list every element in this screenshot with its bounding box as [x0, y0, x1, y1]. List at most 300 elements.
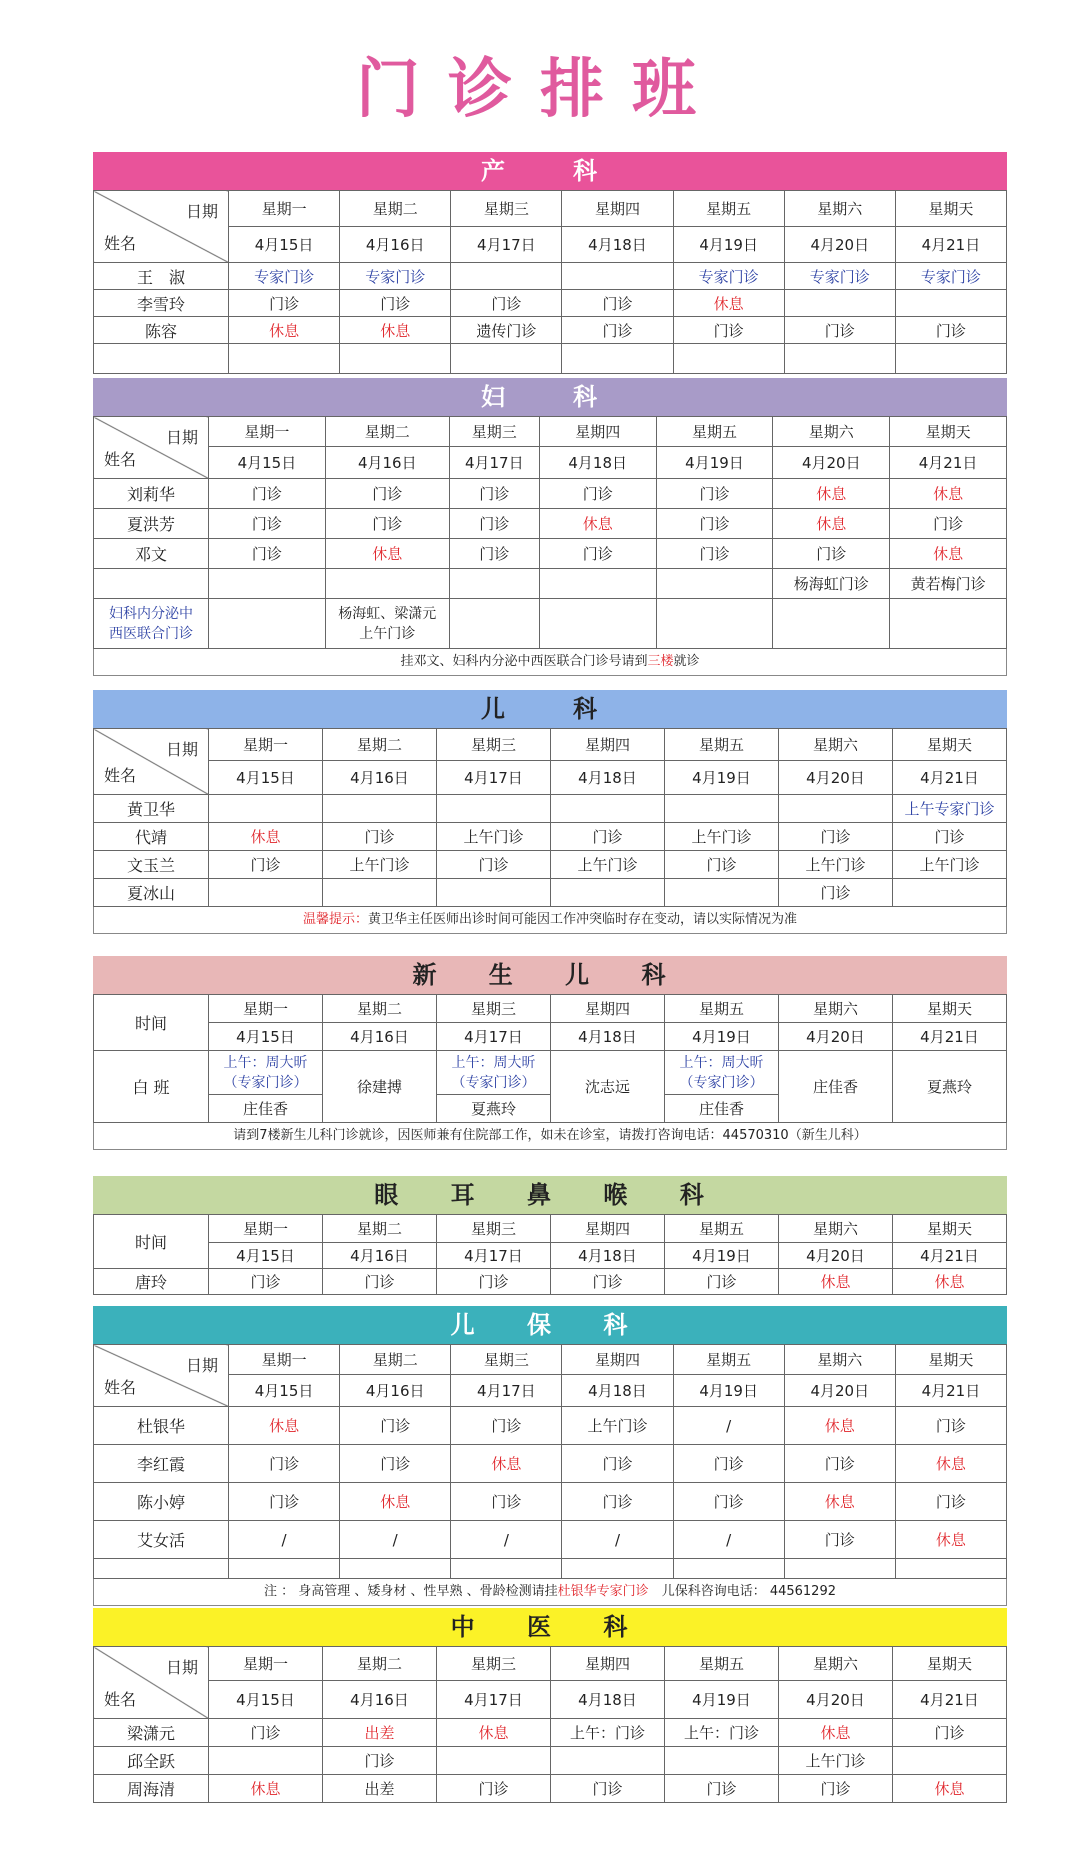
date-cell: 4月16日 [323, 1243, 437, 1269]
schedule-cell [656, 569, 773, 599]
table-row [94, 509, 1007, 539]
schedule-cell: 门诊 [449, 539, 539, 569]
doctor-name: 黄卫华 [94, 795, 209, 823]
schedule-cell [665, 1747, 779, 1775]
date-cell: 4月20日 [784, 227, 895, 263]
schedule-cell: 门诊 [665, 1775, 779, 1803]
date-cell: 4月19日 [665, 1681, 779, 1719]
schedule-cell [665, 879, 779, 907]
schedule-cell: 门诊 [209, 509, 326, 539]
schedule-cell: 休息 [539, 509, 656, 539]
schedule-cell: 门诊 [673, 1445, 784, 1483]
date-cell: 4月17日 [437, 1243, 551, 1269]
schedule-cell [665, 795, 779, 823]
schedule-cell: 上午门诊 [437, 823, 551, 851]
header-corner: 日期 姓名 [94, 729, 209, 795]
schedule-table [93, 190, 1007, 374]
doctor-name: 陈小婷 [94, 1483, 229, 1521]
schedule-cell: 休息 [784, 1407, 895, 1445]
date-cell: 4月17日 [451, 1375, 562, 1407]
time-label: 时间 [94, 1215, 209, 1269]
schedule-cell: 庄佳香 [209, 1095, 323, 1123]
schedule-cell: 门诊 [325, 509, 449, 539]
schedule-table [93, 1646, 1007, 1803]
date-cell: 4月19日 [656, 447, 773, 479]
header-corner: 日期 姓名 [94, 1345, 229, 1407]
day-header: 星期四 [551, 1215, 665, 1243]
schedule-cell: 上午：周大昕 （专家门诊） [437, 1051, 551, 1095]
doctor-name: 代靖 [94, 823, 209, 851]
department-note: 挂邓文、妇科内分泌中西医联合门诊号请到三楼就诊 [93, 649, 1007, 676]
schedule-cell: 夏燕玲 [893, 1051, 1007, 1123]
day-header: 星期四 [551, 1647, 665, 1681]
section-title: 新 生 儿 科 [93, 956, 1007, 994]
schedule-cell: 门诊 [895, 317, 1006, 344]
day-header: 星期五 [665, 995, 779, 1023]
schedule-cell: 休息 [890, 479, 1007, 509]
schedule-cell: 上午门诊 [893, 851, 1007, 879]
date-cell: 4月18日 [562, 1375, 673, 1407]
day-header: 星期六 [779, 1215, 893, 1243]
schedule-cell: 休息 [229, 317, 340, 344]
header-corner: 日期 姓名 [94, 1647, 209, 1719]
schedule-cell: 专家门诊 [895, 263, 1006, 290]
schedule-cell [784, 290, 895, 317]
schedule-cell: 出差 [323, 1775, 437, 1803]
section-pediatrics [93, 690, 1007, 934]
day-header: 星期天 [893, 729, 1007, 761]
schedule-cell [895, 290, 1006, 317]
date-cell: 4月16日 [340, 227, 451, 263]
special-clinic-label: 妇科内分泌中 西医联合门诊 [94, 599, 209, 649]
date-cell: 4月21日 [895, 1375, 1006, 1407]
schedule-cell: 门诊 [325, 479, 449, 509]
schedule-cell: 门诊 [229, 1445, 340, 1483]
date-cell: 4月16日 [323, 761, 437, 795]
schedule-cell: 门诊 [340, 1407, 451, 1445]
day-header: 星期一 [209, 1647, 323, 1681]
schedule-cell: 休息 [325, 539, 449, 569]
date-cell: 4月21日 [895, 227, 1006, 263]
schedule-table [93, 416, 1007, 649]
table-row [94, 1521, 1007, 1559]
schedule-cell: 门诊 [229, 1483, 340, 1521]
day-header: 星期五 [665, 1215, 779, 1243]
date-cell: 4月21日 [893, 1023, 1007, 1051]
day-header: 星期一 [209, 995, 323, 1023]
day-header: 星期三 [451, 191, 562, 227]
section-title: 中 医 科 [93, 1608, 1007, 1646]
schedule-cell: 门诊 [895, 1407, 1006, 1445]
date-cell: 4月18日 [551, 1023, 665, 1051]
schedule-cell: 休息 [893, 1269, 1007, 1295]
date-cell: 4月15日 [209, 447, 326, 479]
date-cell: 4月17日 [437, 761, 551, 795]
schedule-cell: 门诊 [451, 1407, 562, 1445]
day-header: 星期天 [895, 1345, 1006, 1375]
schedule-cell: 休息 [779, 1269, 893, 1295]
date-cell: 4月19日 [665, 1243, 779, 1269]
section-gynecology [93, 378, 1007, 676]
table-row [94, 263, 1007, 290]
section-title: 产 科 [93, 152, 1007, 190]
schedule-cell: 休息 [784, 1483, 895, 1521]
date-cell: 4月16日 [340, 1375, 451, 1407]
schedule-cell: 徐建搏 [323, 1051, 437, 1123]
schedule-cell [551, 795, 665, 823]
schedule-cell: 休息 [895, 1445, 1006, 1483]
day-header: 星期二 [340, 191, 451, 227]
date-cell: 4月19日 [673, 1375, 784, 1407]
doctor-name: 邓文 [94, 539, 209, 569]
schedule-cell: 门诊 [893, 823, 1007, 851]
schedule-cell [437, 1747, 551, 1775]
schedule-cell: 专家门诊 [673, 263, 784, 290]
schedule-cell: 休息 [437, 1719, 551, 1747]
schedule-cell: 黄若梅门诊 [890, 569, 1007, 599]
schedule-cell: 门诊 [562, 1483, 673, 1521]
day-header: 星期六 [779, 1647, 893, 1681]
doctor-name [94, 569, 209, 599]
day-header: 星期六 [779, 995, 893, 1023]
day-header: 星期三 [437, 995, 551, 1023]
date-cell: 4月15日 [209, 1023, 323, 1051]
schedule-cell: 门诊 [449, 509, 539, 539]
schedule-cell [551, 879, 665, 907]
date-cell: 4月18日 [539, 447, 656, 479]
page-title: 门诊排班 [356, 53, 724, 127]
schedule-cell: 庄佳香 [779, 1051, 893, 1123]
date-cell: 4月16日 [325, 447, 449, 479]
schedule-cell: 门诊 [895, 1483, 1006, 1521]
schedule-cell: 门诊 [551, 1269, 665, 1295]
day-header: 星期三 [451, 1345, 562, 1375]
table-row [94, 1747, 1007, 1775]
table-row [94, 569, 1007, 599]
schedule-table [93, 1344, 1007, 1579]
schedule-table [93, 994, 1007, 1123]
table-row [94, 823, 1007, 851]
day-header: 星期三 [437, 729, 551, 761]
schedule-cell: 门诊 [229, 290, 340, 317]
day-header: 星期四 [551, 729, 665, 761]
schedule-table [93, 1214, 1007, 1295]
schedule-cell [451, 263, 562, 290]
date-cell: 4月18日 [551, 1681, 665, 1719]
date-cell: 4月17日 [451, 227, 562, 263]
schedule-cell: 上午：门诊 [665, 1719, 779, 1747]
day-header: 星期二 [323, 1215, 437, 1243]
schedule-cell: 庄佳香 [665, 1095, 779, 1123]
schedule-cell: 门诊 [209, 479, 326, 509]
date-cell: 4月15日 [209, 1681, 323, 1719]
schedule-cell: / [340, 1521, 451, 1559]
schedule-cell: 上午门诊 [551, 851, 665, 879]
schedule-cell [437, 879, 551, 907]
schedule-cell: 门诊 [665, 1269, 779, 1295]
schedule-cell: 休息 [340, 317, 451, 344]
schedule-cell: 休息 [773, 509, 890, 539]
schedule-cell: 门诊 [784, 1445, 895, 1483]
section-neonatal [93, 956, 1007, 1150]
schedule-cell: 门诊 [451, 290, 562, 317]
section-ent [93, 1176, 1007, 1295]
schedule-cell: 上午门诊 [779, 1747, 893, 1775]
schedule-cell: 门诊 [209, 539, 326, 569]
department-note: 请到7楼新生儿科门诊就诊，因医师兼有住院部工作，如未在诊室，请拨打咨询电话：44570310（新生儿科） [93, 1123, 1007, 1150]
schedule-cell [539, 569, 656, 599]
schedule-cell: / [562, 1521, 673, 1559]
section-tcm [93, 1608, 1007, 1803]
time-label: 时间 [94, 995, 209, 1051]
table-row [94, 1445, 1007, 1483]
schedule-cell: 杨海虹门诊 [773, 569, 890, 599]
day-header: 星期天 [890, 417, 1007, 447]
schedule-cell: 休息 [893, 1775, 1007, 1803]
table-row [94, 290, 1007, 317]
day-header: 星期天 [893, 995, 1007, 1023]
doctor-name: 夏冰山 [94, 879, 209, 907]
day-header: 星期二 [323, 995, 437, 1023]
doctor-name: 李雪玲 [94, 290, 229, 317]
schedule-cell: 门诊 [209, 1719, 323, 1747]
date-cell: 4月18日 [562, 227, 673, 263]
schedule-cell: 门诊 [773, 539, 890, 569]
schedule-cell: 休息 [779, 1719, 893, 1747]
schedule-cell [323, 879, 437, 907]
date-cell: 4月15日 [209, 1243, 323, 1269]
day-header: 星期一 [209, 1215, 323, 1243]
section-title: 眼 耳 鼻 喉 科 [93, 1176, 1007, 1214]
schedule-cell: 门诊 [437, 1269, 551, 1295]
table-row [94, 1407, 1007, 1445]
date-cell: 4月16日 [323, 1681, 437, 1719]
schedule-cell: 上午：周大昕 （专家门诊） [665, 1051, 779, 1095]
schedule-cell: 门诊 [340, 1445, 451, 1483]
schedule-cell: 夏燕玲 [437, 1095, 551, 1123]
day-header: 星期四 [539, 417, 656, 447]
schedule-cell: 上午门诊 [665, 823, 779, 851]
day-header: 星期六 [773, 417, 890, 447]
day-header: 星期五 [673, 191, 784, 227]
schedule-cell: 上午门诊 [779, 851, 893, 879]
day-header: 星期六 [784, 191, 895, 227]
schedule-cell: 门诊 [656, 509, 773, 539]
schedule-cell: 出差 [323, 1719, 437, 1747]
schedule-cell [325, 569, 449, 599]
schedule-cell: / [673, 1407, 784, 1445]
doctor-name: 刘莉华 [94, 479, 209, 509]
schedule-cell: 门诊 [562, 1445, 673, 1483]
schedule-cell [893, 879, 1007, 907]
schedule-cell: 专家门诊 [784, 263, 895, 290]
schedule-cell: 上午门诊 [323, 851, 437, 879]
day-header: 星期二 [323, 729, 437, 761]
schedule-cell: 门诊 [437, 851, 551, 879]
day-header: 星期五 [665, 1647, 779, 1681]
schedule-cell [209, 795, 323, 823]
day-header: 星期天 [893, 1215, 1007, 1243]
date-cell: 4月19日 [673, 227, 784, 263]
date-cell: 4月16日 [323, 1023, 437, 1051]
day-header: 星期五 [656, 417, 773, 447]
schedule-cell: 门诊 [323, 1269, 437, 1295]
schedule-cell: 杨海虹、梁潇元 上午门诊 [325, 599, 449, 649]
schedule-cell: 门诊 [437, 1775, 551, 1803]
date-cell: 4月20日 [784, 1375, 895, 1407]
schedule-cell: 门诊 [673, 317, 784, 344]
schedule-cell: 门诊 [209, 1269, 323, 1295]
table-row [94, 851, 1007, 879]
date-cell: 4月21日 [893, 1243, 1007, 1269]
schedule-cell: 上午：周大昕 （专家门诊） [209, 1051, 323, 1095]
schedule-cell: 门诊 [562, 290, 673, 317]
header-corner: 日期 姓名 [94, 417, 209, 479]
day-header: 星期二 [340, 1345, 451, 1375]
schedule-cell [209, 879, 323, 907]
date-cell: 4月20日 [779, 1243, 893, 1269]
schedule-cell: 门诊 [779, 879, 893, 907]
day-header: 星期四 [562, 1345, 673, 1375]
schedule-cell: 门诊 [656, 479, 773, 509]
doctor-name: 陈容 [94, 317, 229, 344]
day-header: 星期三 [437, 1647, 551, 1681]
schedule-cell: 沈志远 [551, 1051, 665, 1123]
day-header: 星期一 [209, 417, 326, 447]
schedule-cell: / [673, 1521, 784, 1559]
date-cell: 4月17日 [437, 1681, 551, 1719]
date-cell: 4月15日 [229, 227, 340, 263]
date-cell: 4月15日 [209, 761, 323, 795]
schedule-cell: 门诊 [451, 1483, 562, 1521]
table-row [94, 479, 1007, 509]
doctor-name: 夏洪芳 [94, 509, 209, 539]
day-header: 星期三 [437, 1215, 551, 1243]
date-cell: 4月18日 [551, 761, 665, 795]
schedule-cell: 门诊 [784, 1521, 895, 1559]
day-header: 星期天 [895, 191, 1006, 227]
schedule-cell: 休息 [773, 479, 890, 509]
table-row [94, 1269, 1007, 1295]
schedule-cell: 门诊 [673, 1483, 784, 1521]
day-header: 星期二 [325, 417, 449, 447]
date-cell: 4月19日 [665, 1023, 779, 1051]
doctor-name: 周海清 [94, 1775, 209, 1803]
date-cell: 4月20日 [773, 447, 890, 479]
day-header: 星期三 [449, 417, 539, 447]
day-header: 星期四 [551, 995, 665, 1023]
schedule-cell: 休息 [895, 1521, 1006, 1559]
schedule-cell: 门诊 [539, 539, 656, 569]
schedule-cell: 门诊 [323, 1747, 437, 1775]
date-cell: 4月20日 [779, 1681, 893, 1719]
schedule-cell: 门诊 [340, 290, 451, 317]
doctor-name: 艾女活 [94, 1521, 229, 1559]
schedule-cell: 遗传门诊 [451, 317, 562, 344]
doctor-name: 唐玲 [94, 1269, 209, 1295]
schedule-cell [449, 569, 539, 599]
schedule-cell [551, 1747, 665, 1775]
date-cell: 4月20日 [779, 761, 893, 795]
schedule-cell: 门诊 [890, 509, 1007, 539]
schedule-cell [323, 795, 437, 823]
schedule-cell: 休息 [451, 1445, 562, 1483]
schedule-cell: 门诊 [562, 317, 673, 344]
schedule-cell: 上午门诊 [562, 1407, 673, 1445]
date-cell: 4月19日 [665, 761, 779, 795]
schedule-cell: 门诊 [539, 479, 656, 509]
schedule-cell: / [229, 1521, 340, 1559]
schedule-cell: 休息 [209, 823, 323, 851]
table-row [94, 317, 1007, 344]
schedule-cell: 门诊 [779, 1775, 893, 1803]
day-header: 星期六 [779, 729, 893, 761]
date-cell: 4月15日 [229, 1375, 340, 1407]
section-title: 妇 科 [93, 378, 1007, 416]
table-row [94, 1483, 1007, 1521]
schedule-cell: 门诊 [893, 1719, 1007, 1747]
schedule-cell: 门诊 [449, 479, 539, 509]
doctor-name: 梁潇元 [94, 1719, 209, 1747]
schedule-cell: 休息 [673, 290, 784, 317]
schedule-cell: / [451, 1521, 562, 1559]
department-note: 温馨提示：黄卫华主任医师出诊时间可能因工作冲突临时存在变动，请以实际情况为准 [93, 907, 1007, 934]
table-row [94, 1775, 1007, 1803]
schedule-cell [209, 1747, 323, 1775]
schedule-cell [562, 263, 673, 290]
schedule-cell [437, 795, 551, 823]
doctor-name: 杜银华 [94, 1407, 229, 1445]
department-note: 注 ： 身高管理 、矮身材 、性早熟 、骨龄检测请挂杜银华专家门诊 儿保科咨询电话： 44561292 [93, 1579, 1007, 1606]
doctor-name: 文玉兰 [94, 851, 209, 879]
schedule-cell: 门诊 [665, 851, 779, 879]
date-cell: 4月18日 [551, 1243, 665, 1269]
section-title: 儿 科 [93, 690, 1007, 728]
doctor-name: 李红霞 [94, 1445, 229, 1483]
schedule-cell: 专家门诊 [340, 263, 451, 290]
table-row [94, 1719, 1007, 1747]
schedule-cell: 门诊 [779, 823, 893, 851]
day-header: 星期一 [229, 191, 340, 227]
day-header: 星期二 [323, 1647, 437, 1681]
schedule-cell: 休息 [209, 1775, 323, 1803]
day-header: 星期五 [673, 1345, 784, 1375]
schedule-cell [209, 569, 326, 599]
schedule-cell: 门诊 [209, 851, 323, 879]
schedule-cell: 门诊 [551, 1775, 665, 1803]
doctor-name: 王 淑 [94, 263, 229, 290]
day-header: 星期五 [665, 729, 779, 761]
schedule-cell: 门诊 [551, 823, 665, 851]
date-cell: 4月17日 [437, 1023, 551, 1051]
day-header: 星期一 [229, 1345, 340, 1375]
day-header: 星期天 [893, 1647, 1007, 1681]
date-cell: 4月21日 [890, 447, 1007, 479]
table-row [94, 879, 1007, 907]
table-row [94, 539, 1007, 569]
schedule-table [93, 728, 1007, 907]
schedule-cell [893, 1747, 1007, 1775]
day-header: 星期一 [209, 729, 323, 761]
schedule-cell: 门诊 [656, 539, 773, 569]
schedule-cell: 门诊 [323, 823, 437, 851]
schedule-cell: 休息 [340, 1483, 451, 1521]
date-cell: 4月20日 [779, 1023, 893, 1051]
shift-label: 白 班 [94, 1051, 209, 1123]
schedule-cell: 休息 [229, 1407, 340, 1445]
section-title: 儿 保 科 [93, 1306, 1007, 1344]
day-header: 星期六 [784, 1345, 895, 1375]
